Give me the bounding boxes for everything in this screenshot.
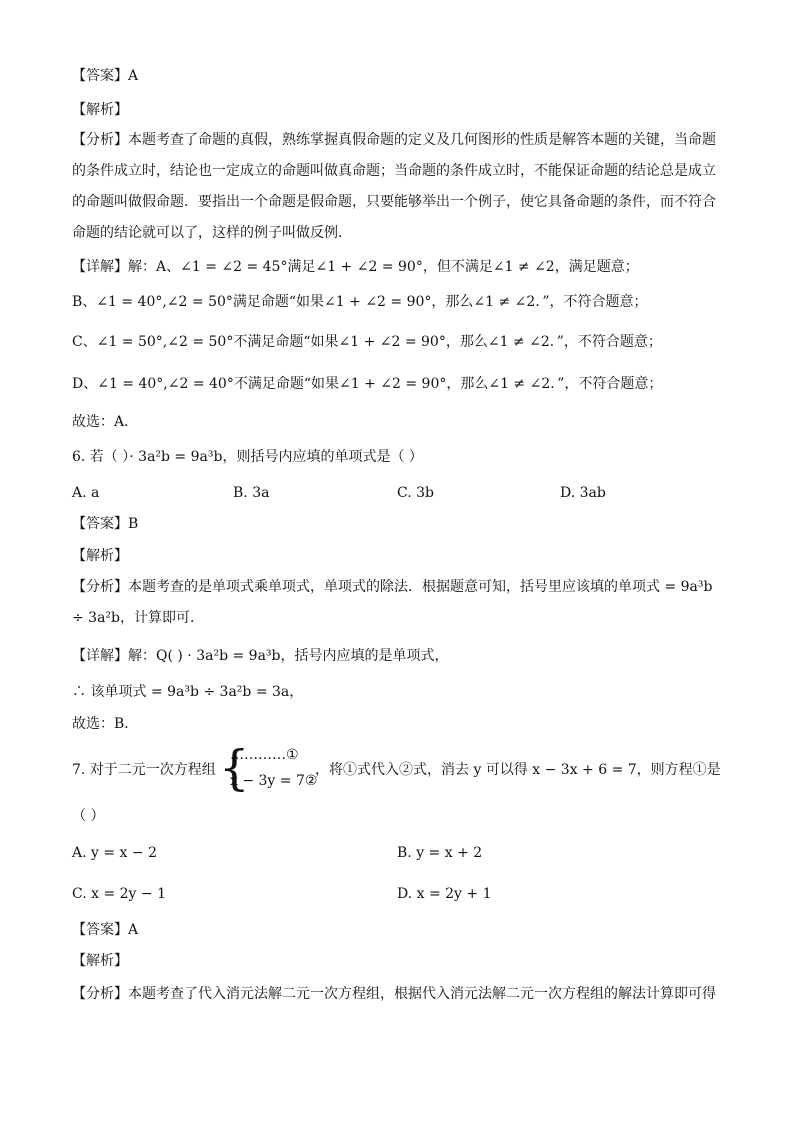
q5-choice: 故选：A． xyxy=(72,414,139,430)
q7-option-b: B. y = x + 2 xyxy=(397,845,483,861)
analysis-label-7: 【解析】 xyxy=(72,953,128,969)
q7-stem-post: ，将①式代入②式，消去 y 可以得 x − 3x + 6 = 7，则方程①是 xyxy=(315,762,721,778)
q6-detail-2: ∴ 该单项式 = 9a³b ÷ 3a²b = 3a， xyxy=(72,684,304,700)
q7-analysis: 【分析】本题考查了代入消元法解二元一次方程组，根据代入消元法解二元一次方程组的解法计算即可得 xyxy=(72,986,716,1002)
q6-option-c: C. 3b xyxy=(397,485,434,501)
q6-option-d: D. 3ab xyxy=(560,485,606,501)
q7-system-row-1: …………① xyxy=(230,747,299,763)
answer-7: 【答案】A xyxy=(72,922,139,938)
q6-choice: 故选：B． xyxy=(72,716,139,732)
q7-system-row-2: x − 3y = 7② xyxy=(230,773,318,789)
q7-option-c: C. x = 2y − 1 xyxy=(72,886,166,902)
answer-5: 【答案】A xyxy=(72,68,139,84)
q6-stem: 6. 若（ ）· 3a²b = 9a³b，则括号内应填的单项式是（ ） xyxy=(72,449,423,465)
analysis-label-5: 【解析】 xyxy=(72,102,128,118)
q5-detail-a: 【详解】解：A、∠1 = ∠2 = 45°满足∠1 + ∠2 = 90°，但不满足∠1 ≠ ∠2，满足题意； xyxy=(72,259,639,275)
q7-stem-pre: 7. 对于二元一次方程组 xyxy=(72,762,216,778)
q5-detail-c: C、∠1 = 50°,∠2 = 50°不满足命题“如果∠1 + ∠2 = 90°，那么∠1 ≠ ∠2．”，不符合题意； xyxy=(72,334,662,350)
q6-analysis: 【分析】本题考查的是单项式乘单项式，单项式的除法．根据题意可知，括号里应该填的单项式 = 9a³b ÷ 3a²b，计算即可． xyxy=(72,579,713,626)
q5-analysis: 【分析】本题考查了命题的真假，熟练掌握真假命题的定义及几何图形的性质是解答本题的关键，当命题的条件成立时，结论也一定成立的命题叫做真命题；当命题的条件成立时，不能保证命题的结论总是成立的命题叫做假命题．要指出一个命题是假命题，只要能够举出一个例子，使它具备命题的条件，而不符合命题的结论就可以了，这样的例子叫做反例． xyxy=(72,132,716,241)
q6-option-b: B. 3a xyxy=(233,485,270,501)
q6-detail-1: 【详解】解：Q( ) · 3a²b = 9a³b，括号内应填的是单项式， xyxy=(72,648,449,664)
equation-system-brace: { xyxy=(219,740,250,796)
answer-6: 【答案】B xyxy=(72,516,139,532)
q7-option-d: D. x = 2y + 1 xyxy=(397,886,492,902)
q6-option-a: A. a xyxy=(72,485,100,501)
q5-detail-d: D、∠1 = 40°,∠2 = 40°不满足命题“如果∠1 + ∠2 = 90°，那么∠1 ≠ ∠2．”，不符合题意； xyxy=(72,376,663,392)
q7-option-a: A. y = x − 2 xyxy=(72,845,157,861)
analysis-label-6: 【解析】 xyxy=(72,548,128,564)
q5-detail-b: B、∠1 = 40°,∠2 = 50°满足命题“如果∠1 + ∠2 = 90°，那么∠1 ≠ ∠2．”，不符合题意； xyxy=(72,294,648,310)
q7-paren: （ ） xyxy=(72,808,105,824)
